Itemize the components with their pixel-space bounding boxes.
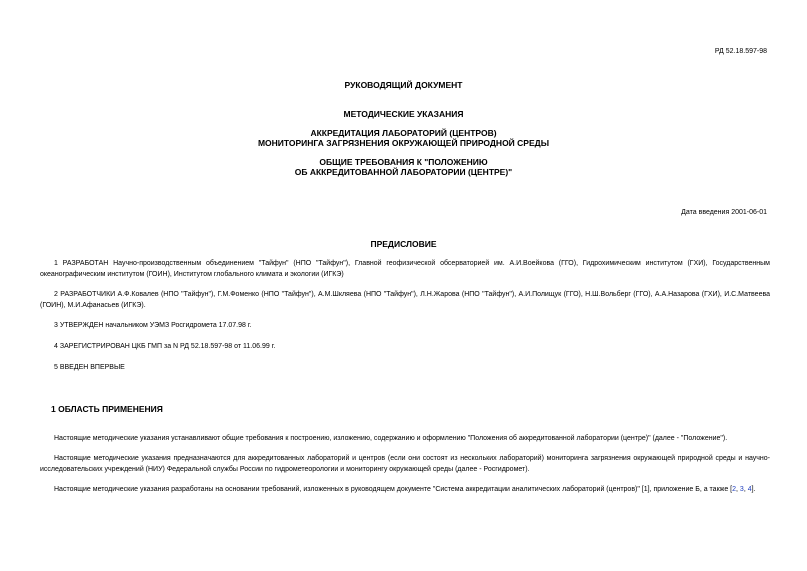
introduction-date: Дата введения 2001-06-01 (681, 209, 767, 216)
document-code: РД 52.18.597-98 (714, 48, 767, 55)
preface-paragraph-4: 4 ЗАРЕГИСТРИРОВАН ЦКБ ГМП за N РД 52.18.597-98 от 11.06.99 г. (54, 343, 276, 350)
section-1-title: 1 ОБЛАСТЬ ПРИМЕНЕНИЯ (51, 404, 163, 414)
heading-line-2: МОНИТОРИНГА ЗАГРЯЗНЕНИЯ ОКРУЖАЮЩЕЙ ПРИРОДНОЙ СРЕДЫ (257, 138, 550, 148)
reference-link-3[interactable]: 3 (739, 486, 744, 493)
heading-line-4: ОБ АККРЕДИТОВАННОЙ ЛАБОРАТОРИИ (ЦЕНТРЕ)" (294, 167, 513, 177)
section-1-paragraph-3-text: Настоящие методические указания разработаны на основании требований, изложенных в руководящем документе "Система аккредитации аналитических лабораторий (центров)" [1], приложение Б, а также [ (54, 486, 733, 493)
reference-link-4[interactable]: 4 (747, 486, 752, 493)
document-title: РУКОВОДЯЩИЙ ДОКУМЕНТ (344, 80, 463, 90)
section-1-paragraph-3 (40, 485, 770, 496)
reference-close: ]. (751, 486, 756, 493)
section-1-paragraph-2: Настоящие методические указания предназначаются для аккредитованных лабораторий и центров (если они состоят из нескольких лабораторий) мониторинга загрязнения окружающей природной среды и научно-исследовательских учреждений (НИУ) Федеральной службы России по гидрометеорологии и мониторингу окружающей среды (далее - Росгидромет). (40, 455, 770, 473)
preface-title: ПРЕДИСЛОВИЕ (370, 239, 437, 249)
document-subtitle: МЕТОДИЧЕСКИЕ УКАЗАНИЯ (343, 109, 464, 119)
preface-paragraph-5: 5 ВВЕДЕН ВПЕРВЫЕ (54, 364, 125, 371)
preface-paragraph-3: 3 УТВЕРЖДЕН начальником УЭМЗ Росгидромета 17.07.98 г. (54, 322, 252, 329)
reference-separator-2: , (743, 486, 748, 493)
heading-line-1: АККРЕДИТАЦИЯ ЛАБОРАТОРИЙ (ЦЕНТРОВ) (310, 128, 497, 138)
preface-paragraph-1: 1 РАЗРАБОТАН Научно-производственным объединением "Тайфун" (НПО "Тайфун"), Главной геофизической обсерваторией им. А.И.Воейкова (ГГО), Гидрохимическим институтом (ГХИ), Государственным океанографическим институтом (ГОИН), Институтом глобального климата и экологии (ИГКЭ) (40, 260, 770, 278)
heading-line-3: ОБЩИЕ ТРЕБОВАНИЯ К "ПОЛОЖЕНИЮ (319, 157, 488, 167)
preface-paragraph-2: 2 РАЗРАБОТЧИКИ А.Ф.Ковалев (НПО "Тайфун"), Г.М.Фоменко (НПО "Тайфун"), А.М.Шкляева (НПО "Тайфун"), Л.Н.Жарова (НПО "Тайфун"), А.И.Полищук (ГГО), Н.Ш.Вольберг (ГГО), А.А.Назарова (ГХИ), И.С.Матвеева (ГОИН), М.И.Афанасьев (ИГКЭ). (40, 291, 770, 309)
section-1-paragraph-1: Настоящие методические указания устанавливают общие требования к построению, изложению, содержанию и оформлению "Положения об аккредитованной лаборатории (центре)" (далее - "Положение"). (54, 435, 728, 442)
reference-link-2[interactable]: 2 (732, 486, 737, 493)
reference-separator-1: , (736, 486, 740, 493)
